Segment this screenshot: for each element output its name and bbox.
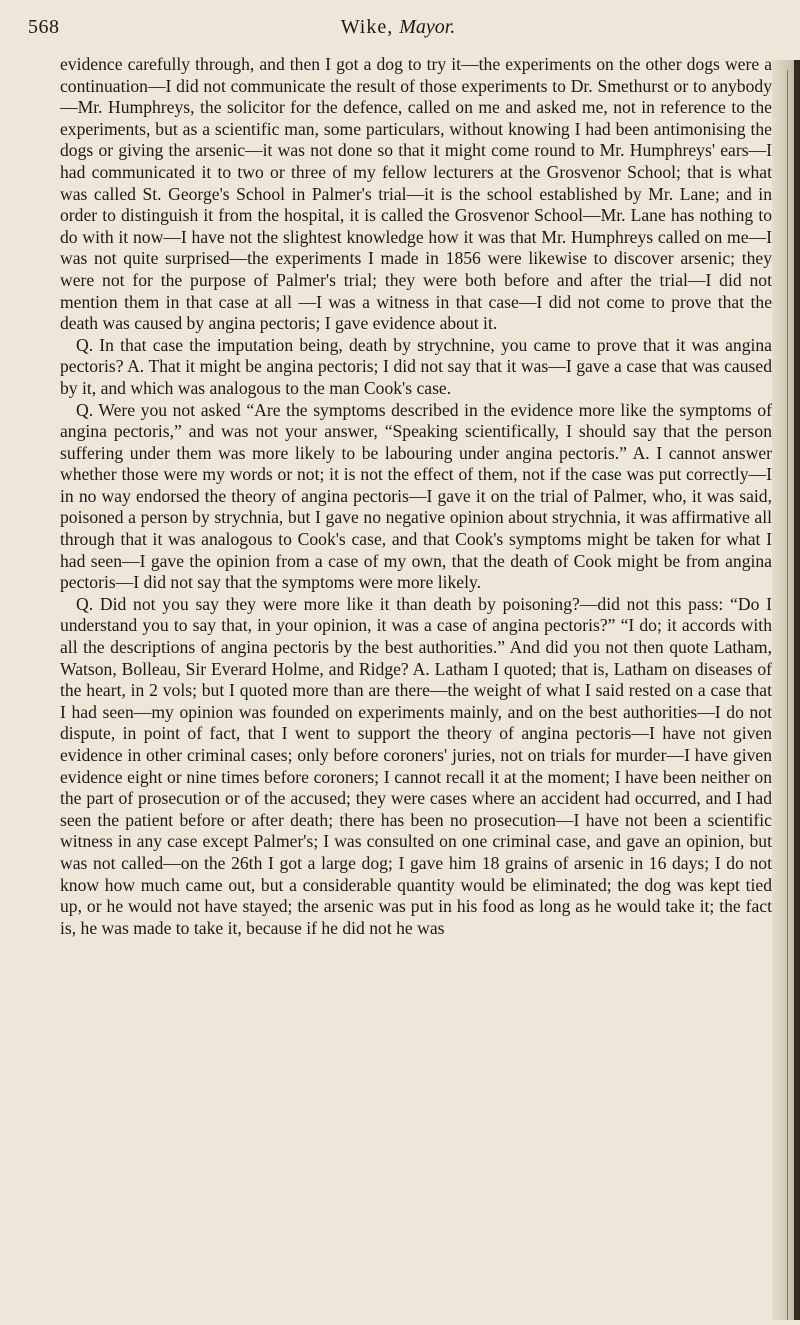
running-head-name: Wike, [340, 16, 394, 38]
body-text [60, 54, 772, 939]
paragraph: Q. In that case the imputation being, death by strychnine, you came to prove that it was angina pectoris? A. That it might be angina pectoris; I did not say that it was—I gave a case that was caused by it, and which was analogous to the man Cook's case. [60, 334, 772, 398]
running-head-role: Mayor. [399, 16, 456, 38]
gutter-line [787, 70, 788, 1320]
paragraph: Q. Did not you say they were more like it than death by poisoning?—did not this pass: “Do I understand you to say that, in your opinion, it was a case of angina pectoris?” “I do; it accords with all the descriptions of angina pectoris by the best authorities.” And did you not then quote Latham, Watson, Bolleau, Sir Everard Holme, and Ridge? A. Latham I quoted; that is, Latham on diseases of the heart, in 2 vols; but I quoted more than are there—the weight of what I said rested on a case that I had seen—my opinion was founded on experiments mainly, and on the best authorities—I do not dispute, in point of fact, that I went to support the theory of angina pectoris—I have not given evidence in other criminal cases; only before coroners' juries, not on trials for murder—I have given evidence eight or nine times before coroners; I cannot recall it at the moment; I have been neither on the part of prosecution or of the accused; they were cases where an accident had occurred, and I had seen the patient before or after death; there has been no prosecution—I have not been a scientific witness in any case except Palmer's; I was consulted on one criminal case, and gave an opinion, but was not called—on the 26th I got a large dog; I gave him 18 grains of arsenic in 16 days; I do not know how much came out, but a considerable quantity would be eliminated; the dog was kept tied up, or he would not have stayed; the arsenic was put in his food as long as he would take it; the fact is, he was made to take it, because if he did not he was [60, 593, 772, 938]
page-number: 568 [28, 16, 60, 38]
paragraph: Q. Were you not asked “Are the symptoms described in the evidence more like the symptoms of angina pectoris,” and was not your answer, “Speaking scientifically, I should say that the person suffering under them was more likely to be labouring under angina pectoris.” A. I cannot answer whether those were my words or not; it is not the effect of them, not if the case was put correctly—I in no way endorsed the theory of angina pectoris—I gave it on the trial of Palmer, who, it was said, poisoned a person by strychnia, but I gave no negative opinion about strychnia, it was affirmative all through that it was analogous to Cook's case, and that Cook's symptoms might be taken for what I had seen—I gave the opinion from a case of my own, that the death of Cook might be from angina pectoris—I did not say that the symptoms were more likely. [60, 399, 772, 593]
running-head [28, 16, 768, 39]
paragraph: evidence carefully through, and then I got a dog to try it—the experiments on the other dogs were a continuation—I did not communicate the result of those experiments to Dr. Smethurst or to anybody—Mr. Humphreys, the solicitor for the defence, called on me and asked me, not in reference to the experiments, but as a scientific man, some particulars, without knowing I had been antimonising the dogs or giving the arsenic—it was not done so that it might come round to Mr. Humphreys' ears—I had communicated it to two or three of my fellow lecturers at the Grosvenor School; that is what was called St. George's School in Palmer's trial—it is the school established by Mr. Lane; and in order to distinguish it from the hospital, it is called the Grosvenor School—Mr. Lane has nothing to do with it now—I have not the slightest knowledge how it was that Mr. Humphreys called on me—I was not quite surprised—the experiments I made in 1856 were likewise to discover arsenic; they were not for the purpose of Palmer's trial; they were both before and after the trial—I did not mention them in that case at all —I was a witness in that case—I did not come to prove that the death was caused by angina pectoris; I gave evidence about it. [60, 54, 772, 334]
binding-spine [794, 60, 800, 1320]
page-header [28, 16, 768, 48]
